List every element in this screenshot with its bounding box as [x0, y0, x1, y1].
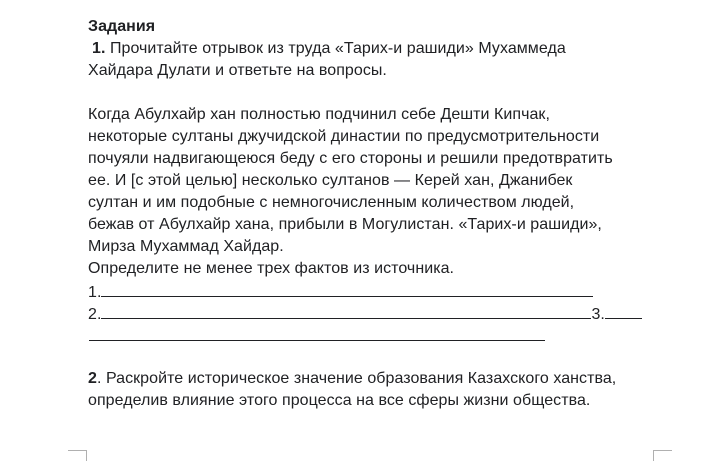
answer-row-3	[88, 324, 678, 346]
source-line-5: султан и им подобные с немногочисленным количеством людей,	[88, 194, 575, 211]
source-line-7: Мирза Мухаммад Хайдар.	[88, 238, 284, 255]
answer-1-blank	[101, 280, 593, 297]
task2-line-1	[88, 368, 678, 390]
page-corner-mark-left	[68, 450, 87, 461]
task2-text-1: . Раскройте историческое значение образования Казахского ханства,	[96, 370, 617, 387]
heading: Задания	[88, 18, 156, 35]
task-sheet	[88, 16, 678, 412]
blank-line	[88, 82, 678, 104]
task2-line-2: определив влияние этого процесса на все сферы жизни общества.	[88, 392, 591, 409]
task1-intro-line-1	[88, 38, 678, 60]
answer-row-2	[88, 302, 678, 324]
blank-line	[88, 346, 678, 368]
answer-3-label: 3.	[591, 306, 605, 323]
page-corner-mark-right	[653, 450, 672, 461]
answer-2-label: 2.	[88, 306, 102, 323]
answer-3-blank-continued	[89, 324, 545, 341]
task1-intro-line-2: Хайдара Дулати и ответьте на вопросы.	[88, 62, 387, 79]
answer-row-1	[88, 280, 678, 302]
source-line-1: Когда Абулхайр хан полностью подчинил себе Дешти Кипчак,	[88, 106, 550, 123]
task2-number: 2	[88, 370, 97, 387]
task1-instruction: Определите не менее трех фактов из источника.	[88, 260, 455, 277]
answer-2-blank	[101, 302, 591, 319]
task1-intro-text-1: Прочитайте отрывок из труда «Тарих-и рашиди» Мухаммеда	[109, 40, 566, 57]
source-line-2: некоторые султаны джучидской династии по предусмотрительности	[88, 128, 600, 145]
answer-1-label: 1.	[88, 284, 102, 301]
answer-3-blank	[605, 302, 642, 319]
task1-number: 1.	[92, 40, 106, 57]
source-line-3: почуяли надвигающеюся беду с его стороны и решили предотвратить	[88, 150, 613, 167]
source-line-6: бежав от Абулхайр хана, прибыли в Могулистан. «Тарих-и рашиди»,	[88, 216, 602, 233]
source-line-4: ее. И [с этой целью] несколько султанов — Керей хан, Джанибек	[88, 172, 573, 189]
